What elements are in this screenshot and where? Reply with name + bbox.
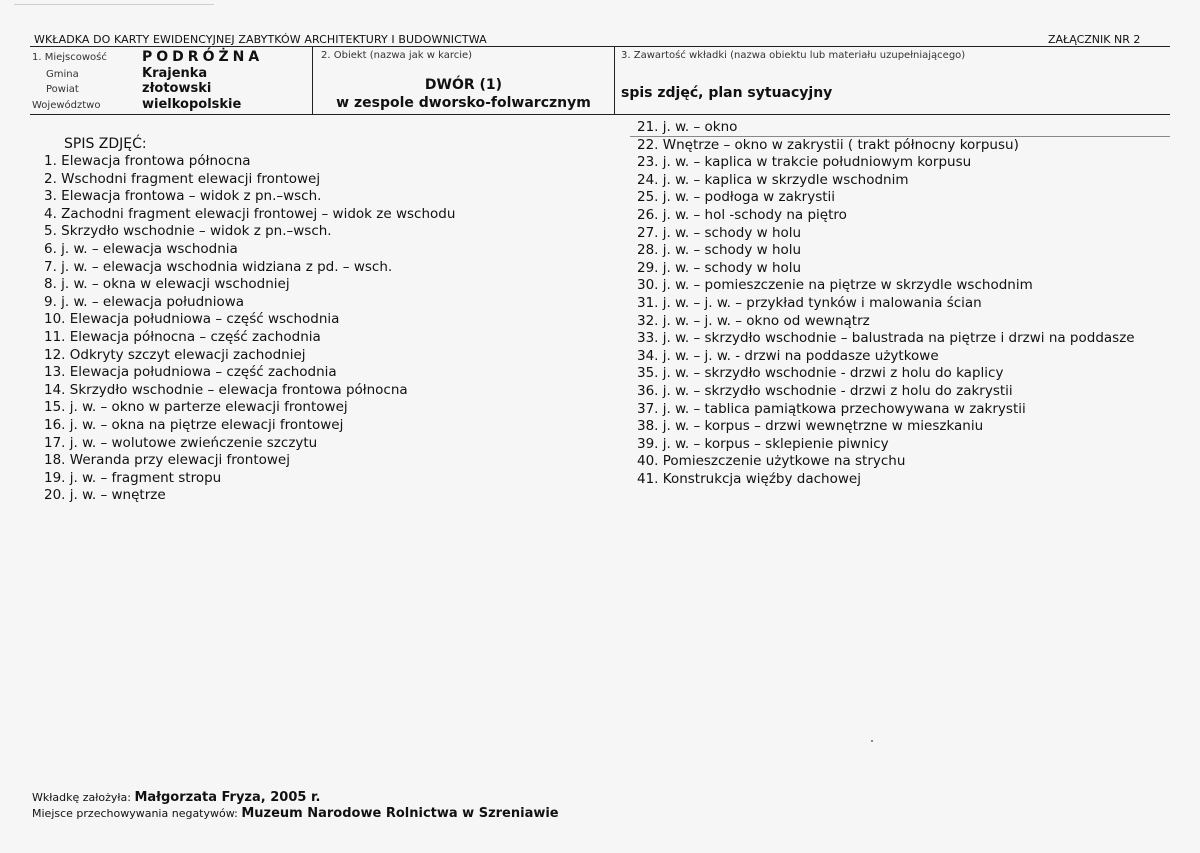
- list-item: 12. Odkryty szczyt elewacji zachodniej: [44, 346, 306, 363]
- form-title: WKŁADKA DO KARTY EWIDENCYJNEJ ZABYTKÓW ARCHITEKTURY I BUDOWNICTWA: [34, 33, 487, 46]
- wojewodztwo-label: Województwo: [32, 100, 101, 111]
- powiat-label: Powiat: [46, 84, 79, 95]
- list-item: 33. j. w. – skrzydło wschodnie – balustrada na piętrze i drzwi na poddasze: [637, 330, 1135, 347]
- object-name: DWÓR (1): [424, 77, 503, 93]
- list-item: 37. j. w. – tablica pamiątkowa przechowywana w zakrystii: [637, 400, 1026, 417]
- list-item: 8. j. w. – okna w elewacji wschodniej: [44, 276, 290, 293]
- list-item: 4. Zachodni fragment elewacji frontowej – widok ze wschodu: [44, 205, 456, 222]
- top-scan-line: [14, 4, 214, 5]
- footer-author: [32, 790, 320, 805]
- list-item: 38. j. w. – korpus – drzwi wewnętrzne w mieszkaniu: [637, 418, 984, 435]
- list-item: 41. Konstrukcja więźby dachowej: [637, 470, 861, 487]
- list-item: 35. j. w. – skrzydło wschodnie - drzwi z holu do kaplicy: [637, 365, 1004, 382]
- list-item: 6. j. w. – elewacja wschodnia: [44, 240, 238, 257]
- list-item: 31. j. w. – j. w. – przykład tynków i malowania ścian: [637, 294, 982, 311]
- list-item: 23. j. w. – kaplica w trakcie południowym korpusu: [637, 154, 972, 171]
- content-box: [615, 46, 1170, 115]
- list-item: 32. j. w. – j. w. – okno od wewnątrz: [637, 312, 870, 329]
- list-item: 10. Elewacja południowa – część wschodnia: [44, 311, 340, 328]
- list-item: 9. j. w. – elewacja południowa: [44, 293, 245, 310]
- object-label: 2. Obiekt (nazwa jak w karcie): [321, 50, 473, 61]
- footer-storage: [32, 806, 559, 821]
- photo-list-left: [44, 153, 455, 505]
- annex-number: ZAŁĄCZNIK NR 2: [1048, 33, 1141, 46]
- photo-list-right: [637, 119, 1135, 488]
- list-item: 7. j. w. – elewacja wschodnia widziana z pd. – wsch.: [44, 258, 393, 275]
- storage-label: Miejsce przechowywania negatywów:: [32, 807, 238, 820]
- list-item: 40. Pomieszczenie użytkowe na strychu: [637, 453, 906, 470]
- author-label: Wkładkę założyła:: [32, 791, 131, 804]
- list-item: 16. j. w. – okna na piętrze elewacji frontowej: [44, 416, 344, 433]
- miejscowosc-label: 1. Miejscowość: [32, 52, 107, 63]
- object-box: [313, 46, 615, 115]
- powiat-value: złotowski: [142, 81, 212, 96]
- list-item: 20. j. w. – wnętrze: [44, 487, 166, 504]
- list-item: 29. j. w. – schody w holu: [637, 259, 802, 276]
- list-item: 2. Wschodni fragment elewacji frontowej: [44, 170, 321, 187]
- miejscowosc-value: PODRÓŻNA: [142, 49, 264, 65]
- list-item: 39. j. w. – korpus – sklepienie piwnicy: [637, 435, 889, 452]
- list-item: 14. Skrzydło wschodnie – elewacja frontowa północna: [44, 381, 408, 398]
- gmina-label: Gmina: [46, 69, 79, 80]
- list-item: 27. j. w. – schody w holu: [637, 224, 802, 241]
- list-item: 3. Elewacja frontowa – widok z pn.–wsch.: [44, 188, 322, 205]
- list-item: 18. Weranda przy elewacji frontowej: [44, 452, 290, 469]
- list-item: 21. j. w. – okno: [637, 119, 738, 135]
- photo-list-title: SPIS ZDJĘĆ:: [64, 136, 147, 152]
- list-item: 30. j. w. – pomieszczenie na piętrze w skrzydle wschodnim: [637, 277, 1033, 294]
- storage-value: Muzeum Narodowe Rolnictwa w Szreniawie: [241, 806, 559, 821]
- list-item: 22. Wnętrze – okno w zakrystii ( trakt północny korpusu): [637, 136, 1019, 153]
- scan-speck: [871, 740, 873, 742]
- list-item: 13. Elewacja południowa – część zachodnia: [44, 364, 337, 381]
- gmina-value: Krajenka: [142, 66, 208, 81]
- list-item: 25. j. w. – podłoga w zakrystii: [637, 189, 836, 206]
- content-value: spis zdjęć, plan sytuacyjny: [621, 85, 833, 101]
- author-value: Małgorzata Fryza, 2005 r.: [134, 790, 321, 805]
- list-item: 5. Skrzydło wschodnie – widok z pn.–wsch.: [44, 223, 332, 240]
- list-item: 19. j. w. – fragment stropu: [44, 469, 222, 486]
- list-item: 11. Elewacja północna – część zachodnia: [44, 328, 321, 345]
- list-item: 17. j. w. – wolutowe zwieńczenie szczytu: [44, 434, 318, 451]
- object-complex: w zespole dworsko-folwarcznym: [336, 95, 591, 111]
- list-item: 15. j. w. – okno w parterze elewacji frontowej: [44, 399, 348, 416]
- wojewodztwo-value: wielkopolskie: [142, 97, 242, 112]
- list-item: 36. j. w. – skrzydło wschodnie - drzwi z holu do zakrystii: [637, 382, 1013, 399]
- list-item: 28. j. w. – schody w holu: [637, 242, 802, 259]
- list-item: 34. j. w. – j. w. - drzwi na poddasze użytkowe: [637, 347, 939, 364]
- list-item: 24. j. w. – kaplica w skrzydle wschodnim: [637, 171, 909, 188]
- content-label: 3. Zawartość wkładki (nazwa obiektu lub materiału uzupełniającego): [621, 50, 966, 61]
- list-item: 26. j. w. – hol -schody na piętro: [637, 206, 847, 223]
- list-item: 1. Elewacja frontowa północna: [44, 153, 251, 169]
- location-box: [30, 46, 313, 115]
